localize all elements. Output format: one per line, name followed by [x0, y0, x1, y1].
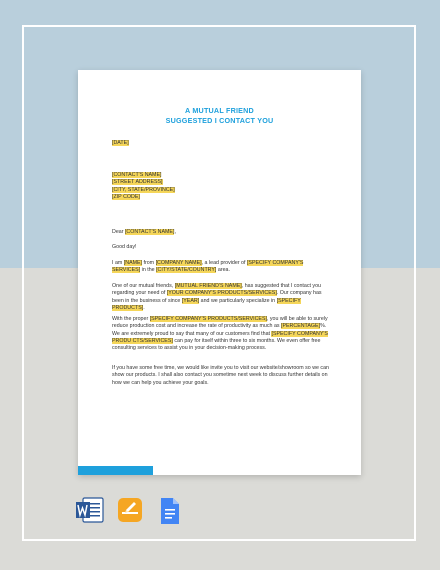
document-title-line2: SUGGESTED I CONTACT YOU: [165, 116, 274, 125]
paragraph-4: If you have some free time, we would like invite you to visit our website/showroom so we can show our products. I shall also contact you sometime next week to discuss further details on how we can help you achieve your goals.: [112, 365, 329, 386]
paragraph-3: With the proper [SPECIFY COMPANY'S PRODUCTS/SERVICES], you will be able to surely reduce production cost and increase the rate of productivity as much as [PERCENTAGE]%. We are extremely proud to say that many of our customers find that [SPECIFY COMPANY'S PRODU CTS/SERVICES] can pay for itself within three to six months. We even offer free consulting services to assist you in your decision-making process.: [112, 316, 328, 352]
document-title-line1: A MUTUAL FRIEND: [185, 106, 254, 115]
accent-bar: [78, 466, 153, 475]
greeting: Good day!: [112, 244, 137, 250]
date-placeholder: [DATE]: [112, 140, 129, 146]
salutation-name-placeholder: [CONTACT'S NAME]: [124, 229, 175, 235]
city-placeholder: [CITY, STATE/PROVINCE]: [112, 186, 175, 193]
word-icon[interactable]: [75, 497, 105, 523]
contact-name-placeholder: [CONTACT'S NAME]: [112, 172, 162, 178]
google-docs-icon[interactable]: [159, 497, 181, 525]
date-line: [112, 140, 330, 147]
pages-icon[interactable]: [117, 497, 143, 523]
salutation: Dear [CONTACT'S NAME],: [112, 229, 176, 235]
address-block: [112, 172, 330, 201]
zip-placeholder: [ZIP CODE]: [112, 193, 140, 200]
paragraph-2: One of our mutual friends, [MUTUAL FRIEND'S NAME], has suggested that I contact you regarding your need of [YOUR COMPANY'S PRODUCTS/SERVICES]. Our company has been in the business of since [YEAR] and we particularly specialize in [SPECIFY PRODUCTS].: [112, 283, 322, 311]
paragraph-1: I am [NAME] from [COMPANY NAME], a lead provider of [SPECIFY COMPANY'S SERVICES] in the [CITY/STATE/COUNTRY] area.: [112, 260, 304, 274]
street-placeholder: [STREET ADDRESS]: [112, 179, 163, 186]
document-page: [78, 70, 361, 475]
